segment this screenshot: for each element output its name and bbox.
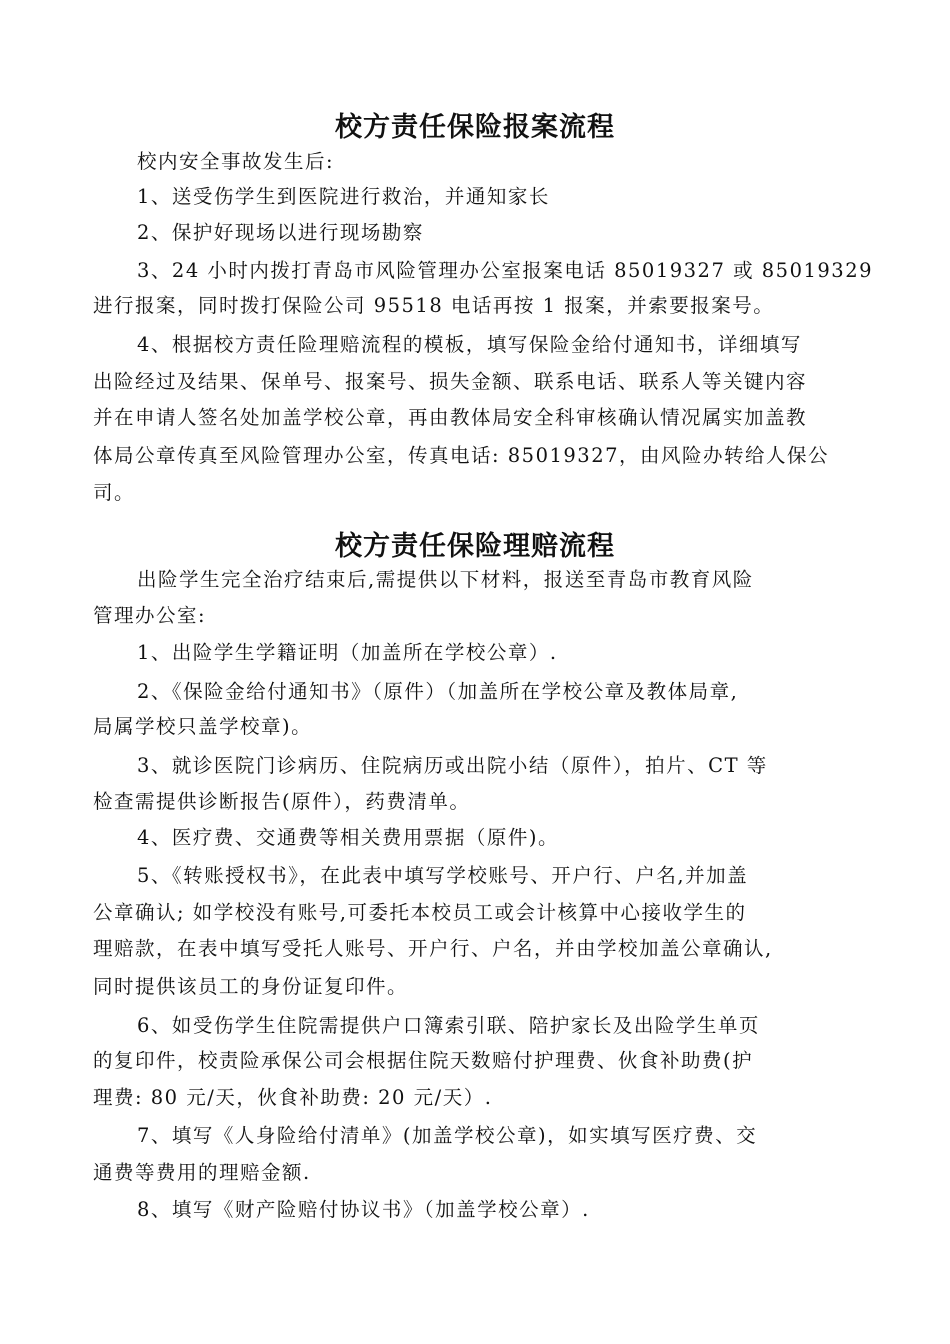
claims-item-3: 3、就诊医院门诊病历、住院病历或出院小结（原件），拍片、CT 等 bbox=[137, 754, 768, 777]
section-title-claims: 校方责任保险理赔流程 bbox=[335, 531, 615, 562]
claims-item-7-cont: 通费等费用的理赔金额. bbox=[93, 1161, 311, 1184]
report-step-3: 3、24 小时内拨打青岛市风险管理办公室报案电话 85019327 或 85019329 bbox=[137, 259, 874, 282]
claims-item-4: 4、医疗费、交通费等相关费用票据（原件)。 bbox=[137, 826, 560, 849]
claims-item-5-cont-1: 公章确认; 如学校没有账号,可委托本校员工或会计核算中心接收学生的 bbox=[93, 901, 747, 924]
claims-item-8: 8、填写《财产险赔付协议书》（加盖学校公章）. bbox=[137, 1198, 590, 1221]
claims-intro: 出险学生完全治疗结束后,需提供以下材料，报送至青岛市教育风险 bbox=[137, 568, 754, 591]
report-step-1: 1、送受伤学生到医院进行救治，并通知家长 bbox=[137, 185, 550, 208]
claims-item-2-cont: 局属学校只盖学校章)。 bbox=[93, 715, 313, 738]
report-intro: 校内安全事故发生后: bbox=[137, 150, 335, 173]
claims-intro-cont: 管理办公室: bbox=[93, 604, 207, 627]
report-step-3-cont: 进行报案，同时拨打保险公司 95518 电话再按 1 报案，并索要报案号。 bbox=[93, 294, 775, 317]
report-step-4: 4、根据校方责任险理赔流程的模板，填写保险金给付通知书，详细填写 bbox=[137, 333, 802, 356]
report-step-4-cont-1: 出险经过及结果、保单号、报案号、损失金额、联系电话、联系人等关键内容 bbox=[93, 370, 808, 393]
claims-item-6-cont-1: 的复印件，校责险承保公司会根据住院天数赔付护理费、伙食补助费(护 bbox=[93, 1049, 754, 1072]
claims-item-7: 7、填写《人身险给付清单》(加盖学校公章)，如实填写医疗费、交 bbox=[137, 1124, 758, 1147]
report-step-2: 2、保护好现场以进行现场勘察 bbox=[137, 221, 424, 244]
report-step-4-cont-4: 司。 bbox=[93, 481, 136, 504]
claims-item-6: 6、如受伤学生住院需提供户口簿索引联、陪护家长及出险学生单页 bbox=[137, 1014, 760, 1037]
claims-item-6-cont-2: 理费: 80 元/天，伙食补助费: 20 元/天）. bbox=[93, 1086, 493, 1109]
claims-item-5: 5、《转账授权书》，在此表中填写学校账号、开户行、户名,并加盖 bbox=[137, 864, 749, 887]
report-step-4-cont-2: 并在申请人签名处加盖学校公章，再由教体局安全科审核确认情况属实加盖教 bbox=[93, 406, 808, 429]
claims-item-1: 1、出险学生学籍证明（加盖所在学校公章）. bbox=[137, 641, 558, 664]
claims-item-5-cont-2: 理赔款，在表中填写受托人账号、开户行、户名，并由学校加盖公章确认, bbox=[93, 937, 773, 960]
report-step-4-cont-3: 体局公章传真至风险管理办公室，传真电话: 85019327，由风险办转给人保公 bbox=[93, 444, 830, 467]
claims-item-2: 2、《保险金给付通知书》（原件）（加盖所在学校公章及教体局章, bbox=[137, 680, 739, 703]
section-title-report: 校方责任保险报案流程 bbox=[335, 112, 615, 143]
claims-item-3-cont: 检查需提供诊断报告(原件），药费清单。 bbox=[93, 790, 471, 813]
claims-item-5-cont-3: 同时提供该员工的身份证复印件。 bbox=[93, 975, 409, 998]
